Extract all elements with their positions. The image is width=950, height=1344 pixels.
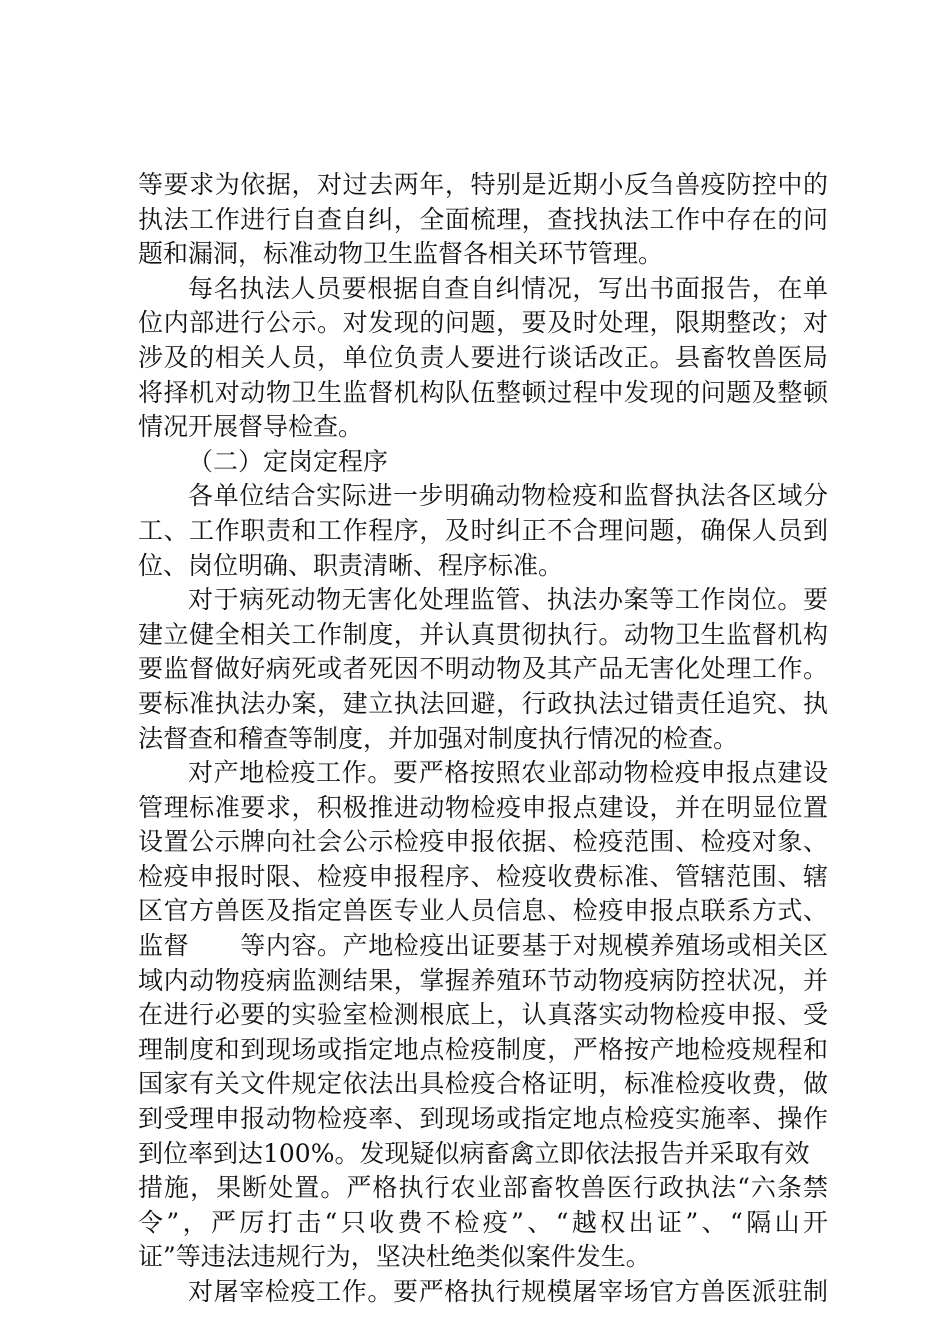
document-body bbox=[138, 168, 828, 1310]
text-line: 在进行必要的实验室检测根底上，认真落实动物检疫申报、受 bbox=[138, 1000, 828, 1030]
text-line: 情况开展督导检查。 bbox=[138, 412, 364, 442]
text-line: 要监督做好病死或者死因不明动物及其产品无害化处理工作。 bbox=[138, 654, 828, 684]
text-line: 措施，果断处置。严格执行农业部畜牧兽医行政执法“六条禁 bbox=[138, 1173, 828, 1203]
text-line: 设置公示牌向社会公示检疫申报依据、检疫范围、检疫对象、 bbox=[138, 827, 828, 857]
text-line: 建立健全相关工作制度，并认真贯彻执行。动物卫生监督机构 bbox=[138, 619, 828, 649]
text-line: 到受理申报动物检疫率、到现场或指定地点检疫实施率、操作 bbox=[138, 1104, 828, 1134]
text-line: 到位率到达100%。发现疑似病畜禽立即依法报告并采取有效 bbox=[138, 1138, 810, 1168]
text-line: 位内部进行公示。对发现的问题，要及时处理，限期整改；对 bbox=[138, 308, 828, 338]
text-line: 令”，严厉打击“只收费不检疫”、“越权出证”、“隔山开 bbox=[138, 1207, 828, 1237]
paragraph-start-line: 对产地检疫工作。要严格按照农业部动物检疫申报点建设 bbox=[188, 758, 828, 788]
text-line: 监督 等内容。产地检疫出证要基于对规模养殖场或相关区 bbox=[138, 931, 828, 961]
paragraph-start-line: 对屠宰检疫工作。要严格执行规模屠宰场官方兽医派驻制 bbox=[188, 1277, 828, 1306]
text-line: 证”等违法违规行为，坚决杜绝类似案件发生。 bbox=[138, 1242, 651, 1272]
text-line: 域内动物疫病监测结果，掌握养殖环节动物疫病防控状况，并 bbox=[138, 965, 828, 995]
text-line: 执法工作进行自查自纠，全面梳理，查找执法工作中存在的问 bbox=[138, 204, 828, 234]
paragraph-start-line: 各单位结合实际进一步明确动物检疫和监督执法各区域分 bbox=[188, 481, 828, 511]
text-line: 涉及的相关人员，单位负责人要进行谈话改正。县畜牧兽医局 bbox=[138, 342, 828, 372]
text-line: 工、工作职责和工作程序，及时纠正不合理问题，确保人员到 bbox=[138, 515, 828, 545]
text-line: 管理标准要求，积极推进动物检疫申报点建设，并在明显位置 bbox=[138, 792, 828, 822]
paragraph-start-line: 每名执法人员要根据自查自纠情况，写出书面报告，在单 bbox=[188, 273, 828, 303]
text-line: 题和漏洞，标准动物卫生监督各相关环节管理。 bbox=[138, 239, 664, 269]
text-line: 理制度和到现场或指定地点检疫制度，严格按产地检疫规程和 bbox=[138, 1034, 828, 1064]
text-line: 位、岗位明确、职责清晰、程序标准。 bbox=[138, 550, 564, 580]
section-heading: （二）定岗定程序 bbox=[188, 446, 389, 476]
text-line: 区官方兽医及指定兽医专业人员信息、检疫申报点联系方式、 bbox=[138, 896, 828, 926]
paragraph-start-line: 对于病死动物无害化处理监管、执法办案等工作岗位。要 bbox=[188, 585, 828, 615]
text-line: 等要求为依据，对过去两年，特别是近期小反刍兽疫防控中的 bbox=[138, 170, 828, 199]
text-line: 检疫申报时限、检疫申报程序、检疫收费标准、管辖范围、辖 bbox=[138, 861, 828, 891]
text-line: 法督查和稽查等制度，并加强对制度执行情况的检查。 bbox=[138, 723, 739, 753]
text-line: 国家有关文件规定依法出具检疫合格证明，标准检疫收费，做 bbox=[138, 1069, 828, 1099]
text-line: 要标准执法办案，建立执法回避，行政执法过错责任追究、执 bbox=[138, 688, 828, 718]
text-line: 将择机对动物卫生监督机构队伍整顿过程中发现的问题及整顿 bbox=[138, 377, 828, 407]
